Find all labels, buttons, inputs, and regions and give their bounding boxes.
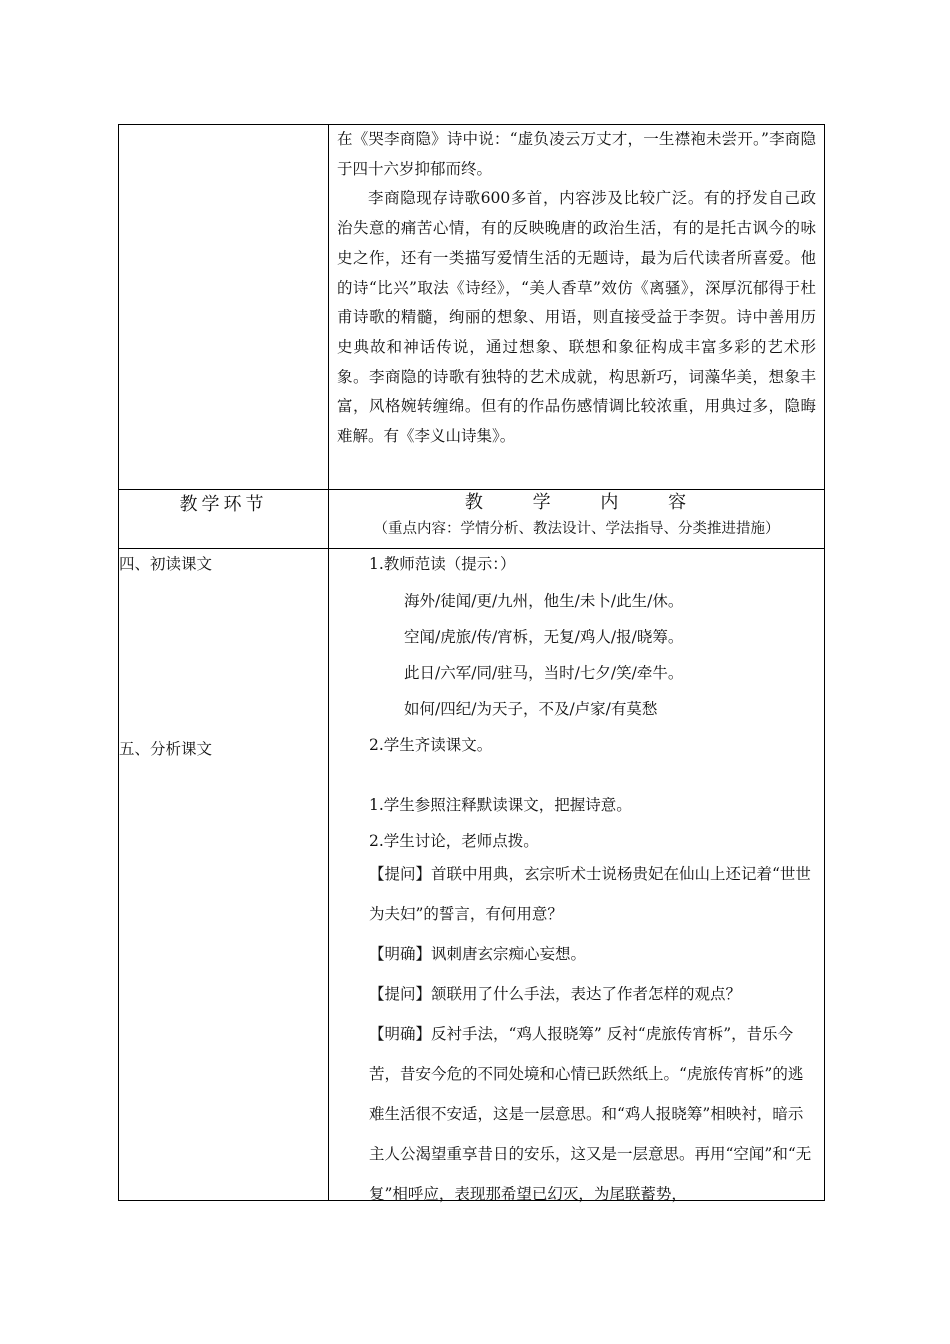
question-2: 【提问】颔联用了什么手法，表达了作者怎样的观点？: [369, 985, 742, 1003]
header-left-cell: [119, 490, 329, 549]
empty-left-cell: [119, 125, 329, 490]
author-bio-row: [119, 125, 825, 490]
poem-verse-1: 海外/徒闻/更/九州，他生/未卜/此生/休。: [404, 592, 684, 610]
student-reading-line: 2.学生齐读课文。: [369, 736, 493, 754]
teacher-reading-line: 1.教师范读（提示：）: [369, 555, 516, 573]
teaching-content-subtitle: （重点内容：学情分析、教法设计、学法指导、分类推进措施）: [373, 521, 780, 537]
lesson-plan-table: [118, 124, 825, 1201]
analysis-step-1: 1.学生参照注释默读课文，把握诗意。: [369, 796, 632, 814]
teaching-content-header: 教 学 内 容: [464, 492, 709, 513]
author-bio-text: [329, 125, 824, 452]
author-bio-cell: [329, 125, 825, 490]
poem-verse-4: 如何/四纪/为天子，不及/卢家/有莫愁: [404, 700, 658, 718]
stages-cell: [119, 549, 329, 1201]
answer-2: 【明确】反衬手法，“鸡人报晓筹” 反衬“虎旅传宵柝”，昔乐今苦，昔安今危的不同处境和心情已跃然纸上。“虎旅传宵柝”的逃难生活很不安适，这是一层意思。和“鸡人报晓筹”相映衬，暗示主人公渴望重享昔日的安乐，这又是一层意思。再用“空闻”和“无复”相呼应，表现那希望已幻灭，为尾联蓄势，: [369, 1025, 812, 1203]
content-cell: [329, 549, 825, 1201]
header-row: [119, 490, 825, 549]
section-first-reading: 四、初读课文: [119, 555, 213, 573]
poem-verse-2: 空闻/虎旅/传/宵柝，无复/鸡人/报/晓筹。: [404, 628, 684, 646]
question-1: 【提问】首联中用典，玄宗听术士说杨贵妃在仙山上还记着“世世为夫妇”的誓言，有何用意？: [369, 865, 811, 923]
bio-paragraph-2: 李商隐现存诗歌600多首，内容涉及比较广泛。有的抒发自己政治失意的痛苦心情，有的反映晚唐的政治生活，有的是托古讽今的咏史之作，还有一类描写爱情生活的无题诗，最为后代读者所喜爱。他的诗“比兴”取法《诗经》，“美人香草”效仿《离骚》，深厚沉郁得于杜甫诗歌的精髓，绚丽的想象、用语，则直接受益于李贺。诗中善用历史典故和神话传说，通过想象、联想和象征构成丰富多彩的艺术形象。李商隐的诗歌有独特的艺术成就，构思新巧，词藻华美，想象丰富，风格婉转缠绵。但有的作品伤感情调比较浓重，用典过多，隐晦难解。有《李义山诗集》。: [337, 189, 816, 446]
header-right-cell: [329, 490, 825, 549]
analysis-qa: [337, 854, 816, 1214]
section-text-analysis: 五、分析课文: [119, 740, 213, 758]
lesson-body-row: [119, 549, 825, 1201]
answer-1: 【明确】讽刺唐玄宗痴心妄想。: [369, 945, 587, 963]
poem-verse-3: 此日/六军/同/驻马，当时/七夕/笑/牵牛。: [404, 664, 684, 682]
teaching-stage-header: 教学环节: [179, 494, 268, 515]
analysis-step-2: 2.学生讨论，老师点拨。: [369, 832, 539, 850]
bio-paragraph-1: 在《哭李商隐》诗中说：“虚负凌云万丈才，一生襟袍未尝开。”李商隐于四十六岁抑郁而终。: [337, 130, 816, 178]
